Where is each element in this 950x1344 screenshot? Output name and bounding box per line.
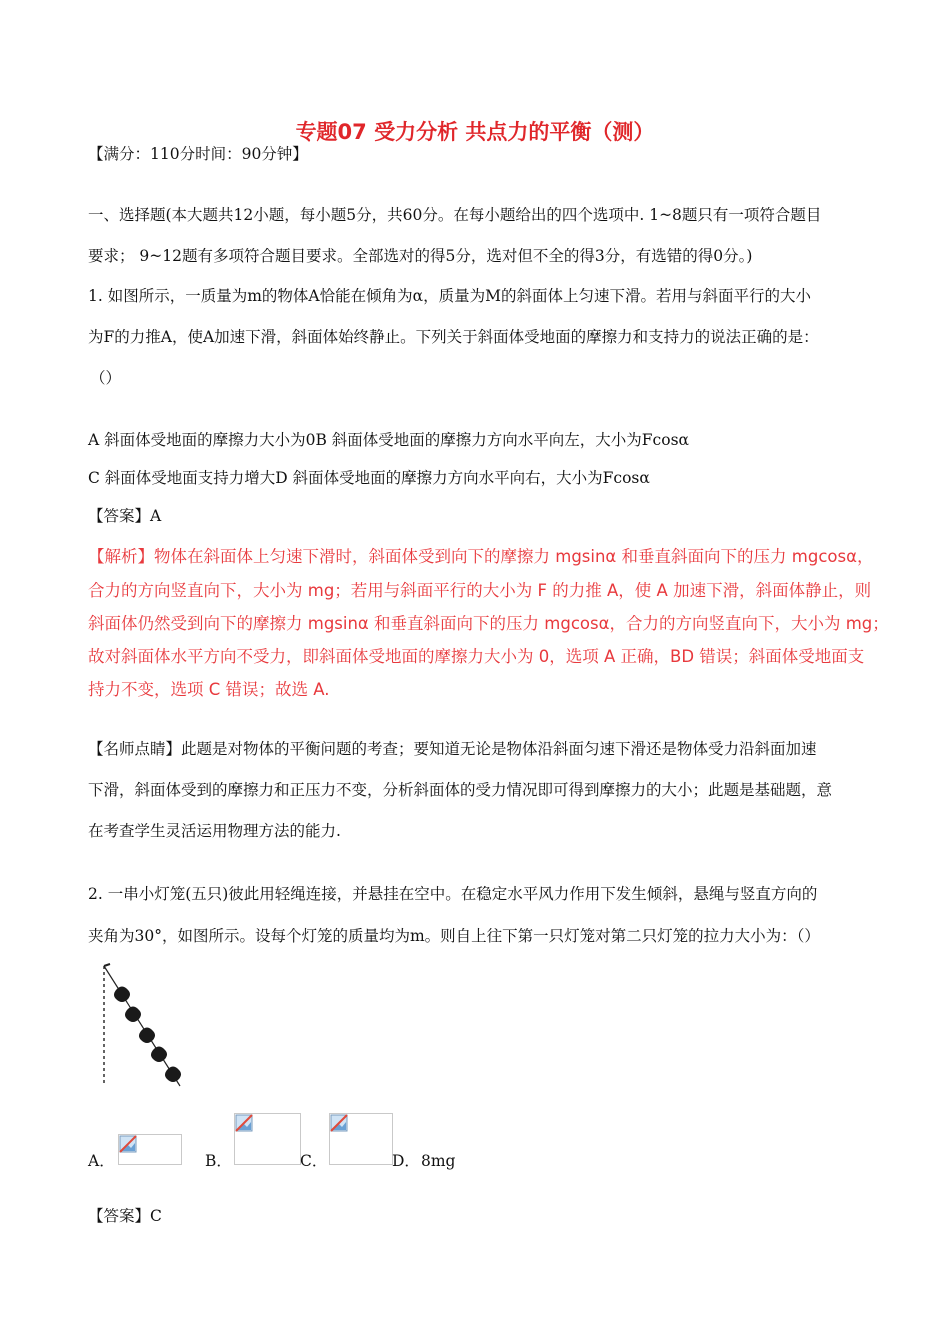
broken-image-icon [235, 1114, 253, 1132]
exam-meta: 【满分：110分时间：90分钟】 [88, 145, 308, 163]
q1-options-line-1: A 斜面体受地面的摩擦力大小为0B 斜面体受地面的摩擦力方向水平向左，大小为Fcosα [88, 431, 689, 449]
q1-tip-line-3: 在考查学生灵活运用物理方法的能力. [88, 822, 341, 840]
section-intro-line-1: 一、选择题(本大题共12小题，每小题5分，共60分。在每小题给出的四个选项中. 1~8题只有一项符合题目 [88, 206, 822, 224]
q2-option-c-image [329, 1113, 393, 1165]
q1-analysis-line-2: 合力的方向竖直向下，大小为 mg；若用与斜面平行的大小为 F 的力推 A，使 A 加速下滑，斜面体静止，则 [88, 581, 872, 600]
q2-option-c-label: C． [300, 1152, 328, 1170]
q2-option-a-image [118, 1134, 182, 1165]
broken-image-icon [330, 1114, 348, 1132]
q1-tip-line-2: 下滑，斜面体受到的摩擦力和正压力不变，分析斜面体的受力情况即可得到摩擦力的大小；此题是基础题，意 [88, 781, 833, 799]
q2-option-b-label: B． [205, 1152, 232, 1170]
page-title: 专题07 受力分析 共点力的平衡（测） [295, 120, 655, 144]
q2-option-d-value: 8mg [421, 1152, 456, 1170]
q1-analysis-line-3: 斜面体仍然受到向下的摩擦力 mgsinα 和垂直斜面向下的压力 mgcosα，合力的方向竖直向下，大小为 mg； [88, 614, 889, 633]
q2-stem-line-2: 夹角为30°，如图所示。设每个灯笼的质量均为m。则自上往下第一只灯笼对第二只灯笼的拉力大小为：（） [88, 927, 820, 945]
q2-option-d-label: D． [392, 1152, 420, 1170]
lantern-string-figure [96, 962, 196, 1092]
q2-answer: 【答案】C [88, 1207, 162, 1225]
q1-options-line-2: C 斜面体受地面支持力增大D 斜面体受地面的摩擦力方向水平向右，大小为Fcosα [88, 469, 650, 487]
q2-option-b-image [234, 1113, 301, 1165]
q1-analysis-line-4: 故对斜面体水平方向不受力，即斜面体受地面的摩擦力大小为 0，选项 A 正确，BD 错误；斜面体受地面支 [88, 647, 865, 666]
broken-image-icon [119, 1135, 137, 1153]
q1-tip-line-1: 【名师点睛】此题是对物体的平衡问题的考查；要知道无论是物体沿斜面匀速下滑还是物体受力沿斜面加速 [88, 740, 817, 758]
q1-stem-line-1: 1. 如图所示，一质量为m的物体A恰能在倾角为α，质量为M的斜面体上匀速下滑。若用与斜面平行的大小 [88, 287, 811, 305]
q1-stem-line-2: 为F的力推A，使A加速下滑，斜面体始终静止。下列关于斜面体受地面的摩擦力和支持力的说法正确的是： [88, 328, 819, 346]
q1-answer: 【答案】A [88, 507, 162, 525]
q1-stem-line-3: （） [90, 369, 122, 387]
q2-option-a-label: A． [88, 1152, 115, 1170]
section-intro-line-2: 要求； 9~12题有多项符合题目要求。全部选对的得5分，选对但不全的得3分，有选错的得0分。) [88, 247, 753, 265]
q2-stem-line-1: 2. 一串小灯笼(五只)彼此用轻绳连接，并悬挂在空中。在稳定水平风力作用下发生倾斜，悬绳与竖直方向的 [88, 885, 818, 903]
q1-analysis-line-1: 【解析】物体在斜面体上匀速下滑时，斜面体受到向下的摩擦力 mgsinα 和垂直斜面向下的压力 mgcosα， [88, 547, 874, 566]
q1-analysis-line-5: 持力不变，选项 C 错误；故选 A. [88, 680, 330, 699]
